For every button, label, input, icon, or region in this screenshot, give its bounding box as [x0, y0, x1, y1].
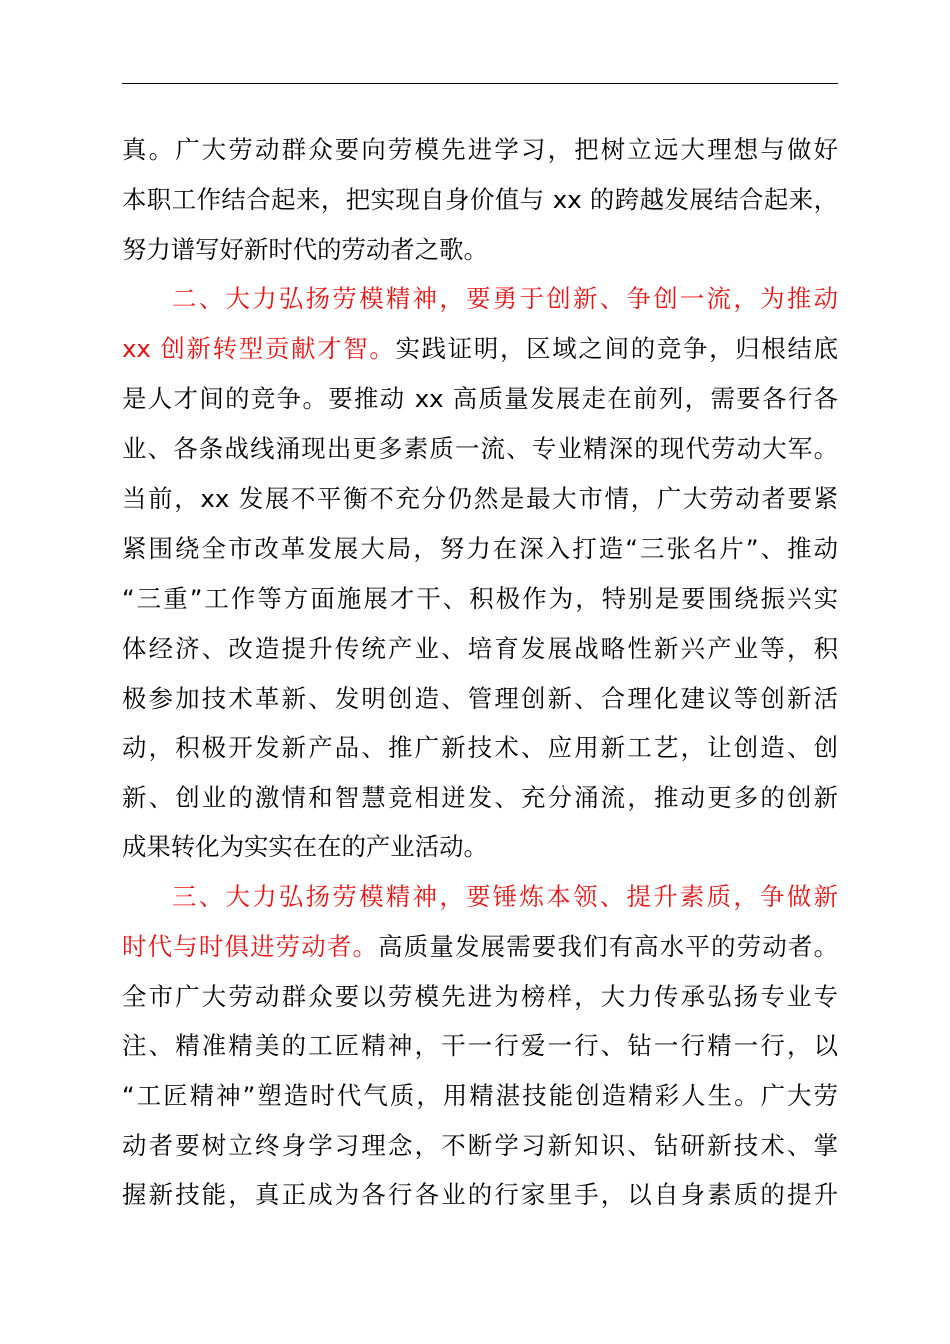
paragraph-line [122, 324, 838, 374]
paragraph-text: 高质量发展需要我们有高水平的劳动者。 [378, 932, 838, 961]
paragraph-line: 握新技能，真正成为各行各业的行家里手，以自身素质的提升 [122, 1180, 838, 1209]
section-heading: 时代与时俱进劳动者。 [122, 932, 379, 961]
paragraph-text: 实践证明，区域之间的竞争，归根结底 [395, 334, 838, 363]
paragraph-line: 本职工作结合起来，把实现自身价值与 xx 的跨越发展结合起来， [122, 185, 838, 214]
section-heading: 三、大力弘扬劳模精神，要锤炼本领、提升素质，争做新 [172, 882, 838, 911]
paragraph-line: 业、各条战线涌现出更多素质一流、专业精深的现代劳动大军。 [122, 434, 838, 463]
paragraph-line: “工匠精神”塑造时代气质，用精湛技能创造精彩人生。广大劳 [122, 1081, 838, 1110]
paragraph-line: 紧围绕全市改革发展大局，努力在深入打造“三张名片”、推动 [122, 534, 838, 563]
header-rule [122, 83, 838, 84]
paragraph-line [122, 922, 838, 972]
paragraph-line: 当前，xx 发展不平衡不充分仍然是最大市情，广大劳动者要紧 [122, 484, 838, 513]
paragraph-line: 极参加技术革新、发明创造、管理创新、合理化建议等创新活 [122, 684, 838, 713]
section-heading: xx 创新转型贡献才智。 [122, 334, 396, 363]
paragraph-line: 动者要树立终身学习理念，不断学习新知识、钻研新技术、掌 [122, 1131, 838, 1160]
paragraph-line: 努力谱写好新时代的劳动者之歌。 [122, 235, 488, 264]
section-heading: 二、大力弘扬劳模精神，要勇于创新、争创一流，为推动 [172, 284, 838, 313]
paragraph-line: 真。广大劳动群众要向劳模先进学习，把树立远大理想与做好 [122, 135, 838, 164]
paragraph-line: 新、创业的激情和智慧竞相迸发、充分涌流，推动更多的创新 [122, 783, 838, 812]
paragraph-line: “三重”工作等方面施展才干、积极作为，特别是要围绕振兴实 [122, 584, 838, 613]
paragraph-line: 动，积极开发新产品、推广新技术、应用新工艺，让创造、创 [122, 733, 838, 762]
paragraph-line: 全市广大劳动群众要以劳模先进为榜样，大力传承弘扬专业专 [122, 982, 838, 1011]
paragraph-line: 体经济、改造提升传统产业、培育发展战略性新兴产业等，积 [122, 634, 838, 663]
paragraph-line: 注、精准精美的工匠精神，干一行爱一行、钻一行精一行，以 [122, 1031, 838, 1060]
paragraph-line: 成果转化为实实在在的产业活动。 [122, 832, 488, 861]
paragraph-line: 是人才间的竞争。要推动 xx 高质量发展走在前列，需要各行各 [122, 384, 838, 413]
